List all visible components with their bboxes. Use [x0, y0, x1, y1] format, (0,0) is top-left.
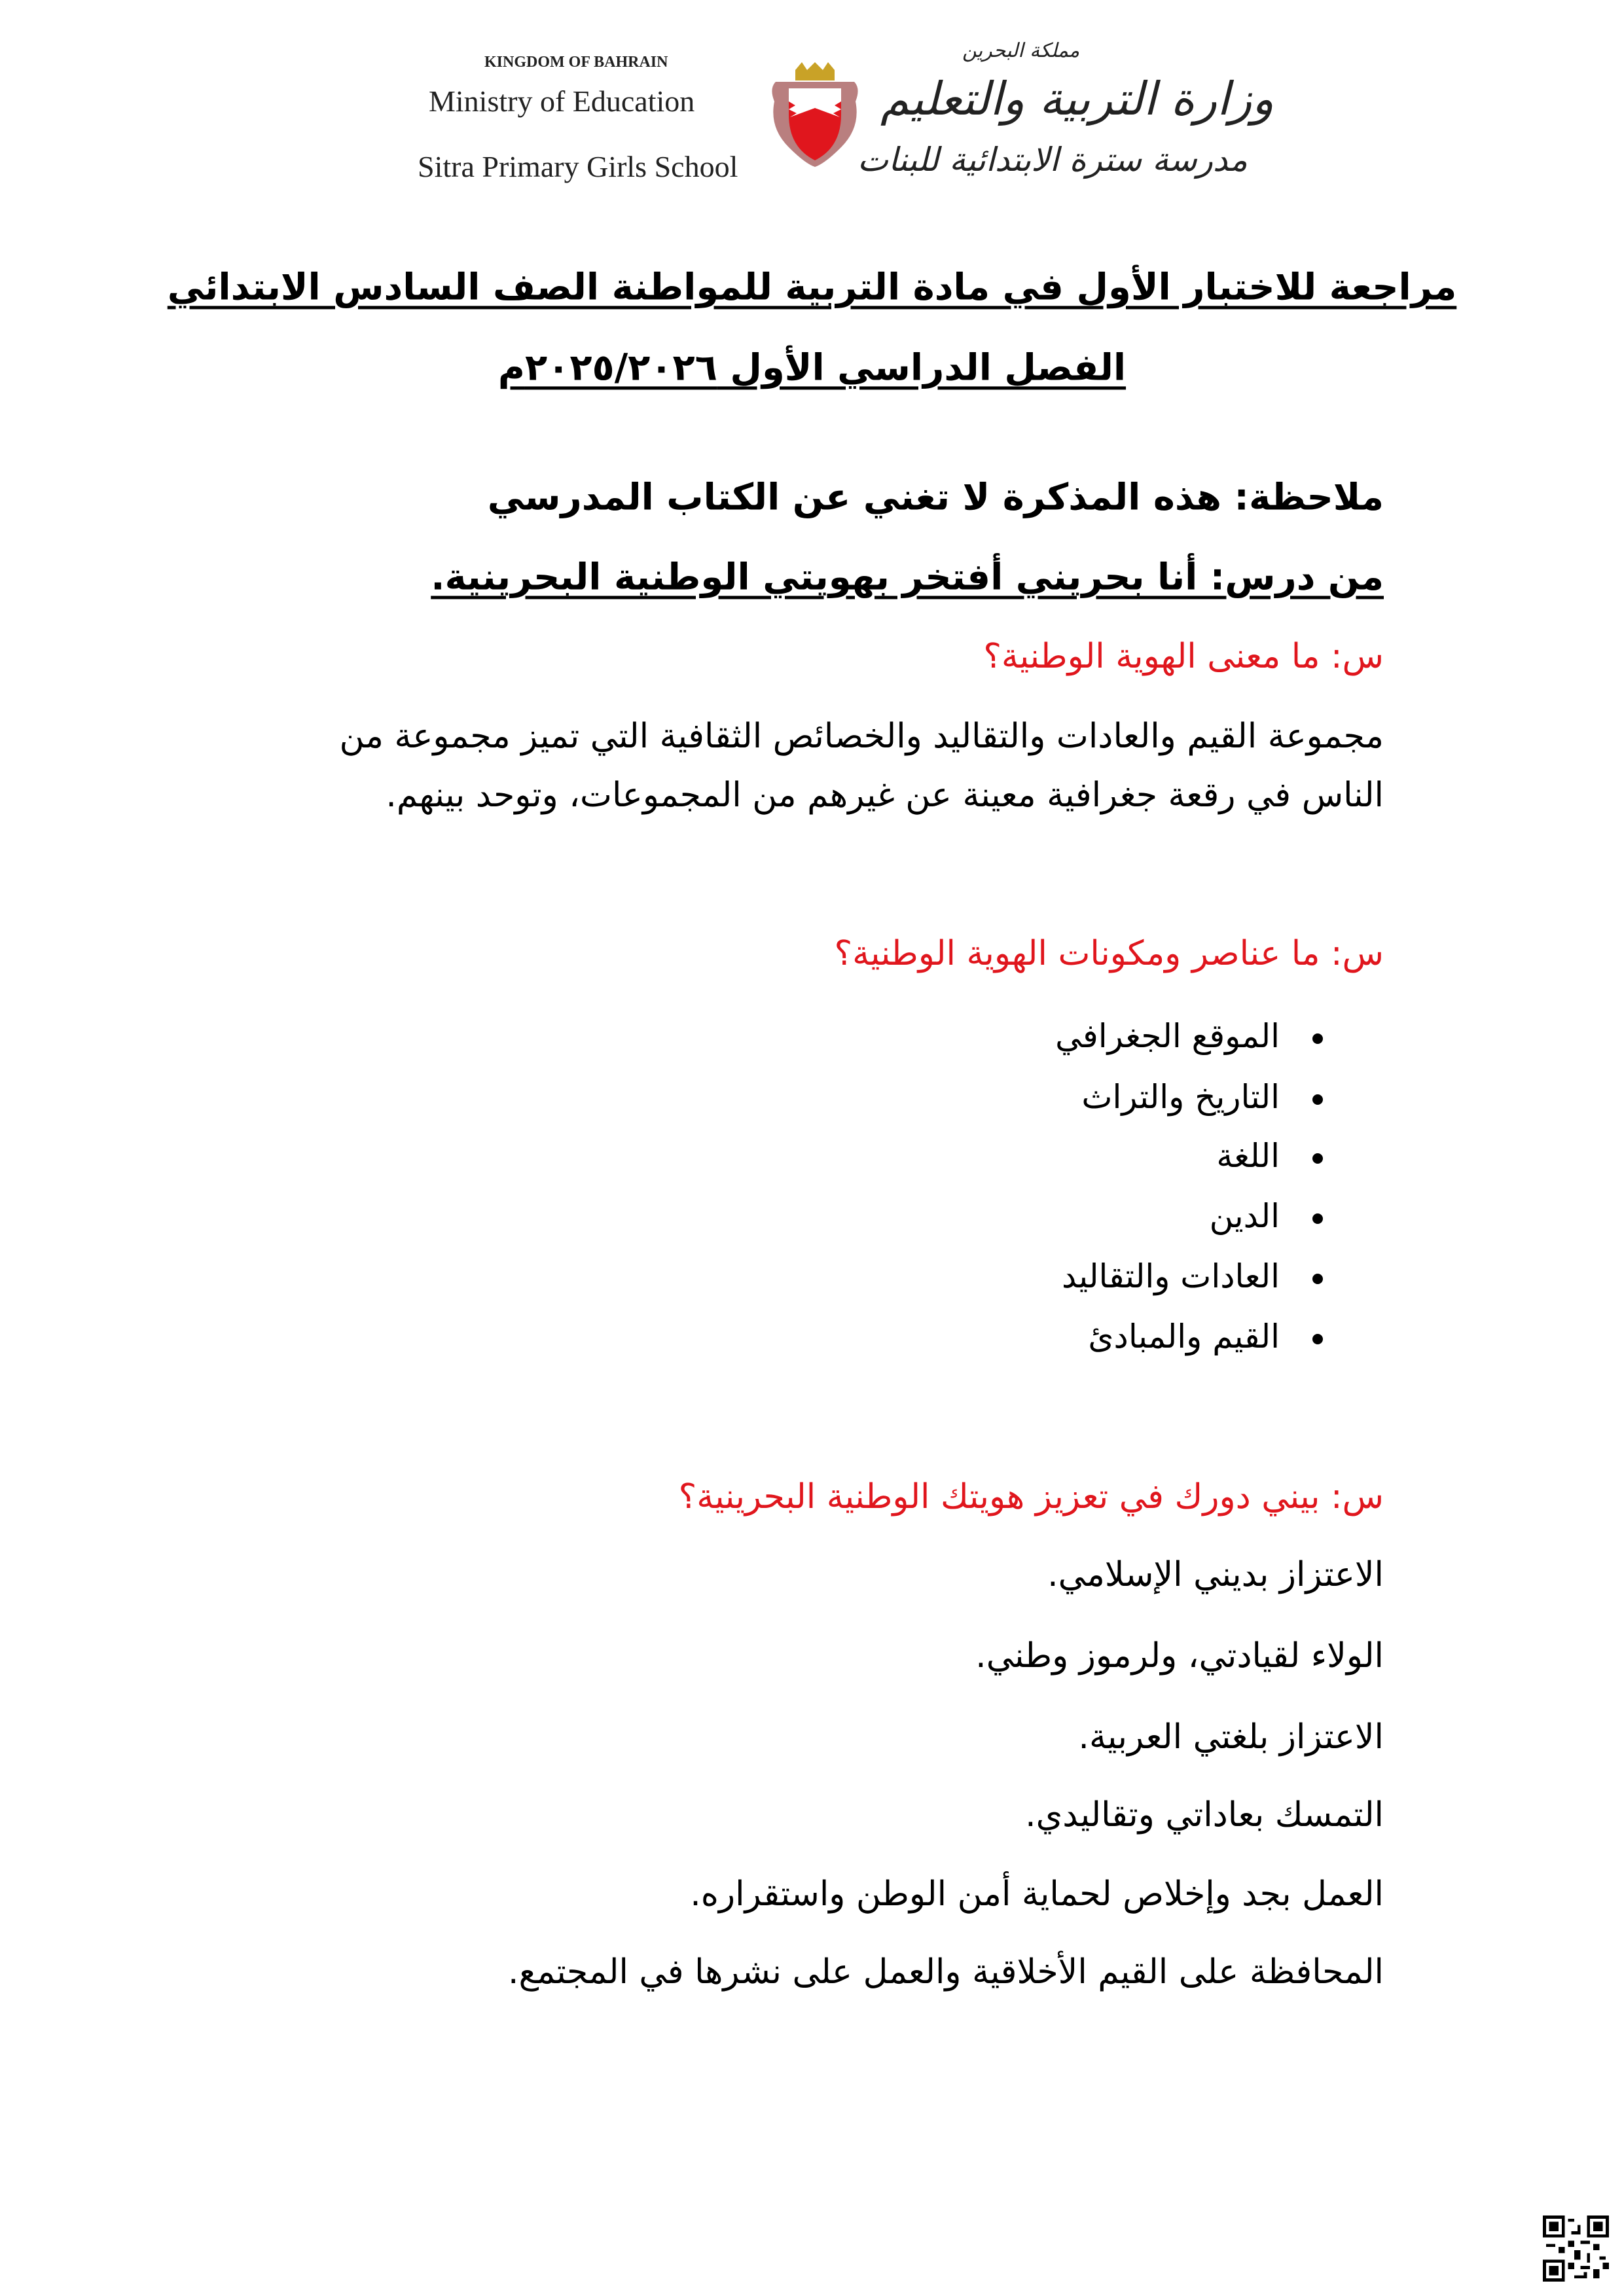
question-2: س: ما عناصر ومكونات الهوية الوطنية؟: [834, 933, 1384, 973]
bullet-icon: [1312, 1033, 1323, 1044]
answer-3-line: العمل بجد وإخلاص لحماية أمن الوطن واستقراره.: [690, 1874, 1384, 1914]
question-3: س: بيني دورك في تعزيز هويتك الوطنية البحرينية؟: [678, 1477, 1384, 1516]
question-1: س: ما معنى الهوية الوطنية؟: [983, 636, 1384, 676]
list-item-text: التاريخ والتراث: [1081, 1078, 1280, 1116]
list-item: [1088, 1318, 1323, 1355]
answer-3-line: الاعتزاز بديني الإسلامي.: [1047, 1554, 1384, 1594]
list-item: [1216, 1137, 1323, 1175]
bullet-icon: [1312, 1094, 1323, 1105]
list-item-text: اللغة: [1216, 1137, 1280, 1175]
answer-3-line: التمسك بعاداتي وتقاليدي.: [1025, 1795, 1384, 1835]
bahrain-emblem-icon: [769, 62, 861, 167]
ministry-en: Ministry of Education: [429, 84, 695, 118]
ministry-ar: وزارة التربية والتعليم: [880, 72, 1274, 126]
school-ar: مدرسة سترة الابتدائية للبنات: [857, 141, 1248, 179]
kingdom-ar: مملكة البحرين: [962, 39, 1080, 62]
list-item-text: الدين: [1209, 1197, 1280, 1235]
page-subtitle: الفصل الدراسي الأول ٢٠٢٥/٢٠٢٦م: [497, 346, 1127, 389]
list-item: [1062, 1257, 1323, 1295]
list-item-text: الموقع الجغرافي: [1055, 1017, 1280, 1055]
lesson-title: من درس: أنا بحريني أفتخر بهويتي الوطنية البحرينية.: [431, 556, 1384, 599]
answer-3-line: الاعتزاز بلغتي العربية.: [1078, 1717, 1384, 1757]
answer-3-line: المحافظة على القيم الأخلاقية والعمل على نشرها في المجتمع.: [508, 1952, 1384, 1992]
note: ملاحظة: هذه المذكرة لا تغني عن الكتاب المدرسي: [487, 476, 1384, 519]
school-en: Sitra Primary Girls School: [418, 150, 738, 183]
answer-3-line: الولاء لقيادتي، ولرموز وطني.: [975, 1636, 1384, 1676]
page-title: مراجعة للاختبار الأول في مادة التربية للمواطنة الصف السادس الابتدائي: [167, 266, 1457, 309]
bullet-icon: [1312, 1153, 1323, 1164]
list-item: [1210, 1197, 1323, 1235]
list-item-text: العادات والتقاليد: [1061, 1257, 1280, 1295]
bullet-icon: [1312, 1213, 1323, 1224]
list-item: [1081, 1078, 1323, 1116]
list-item: [1055, 1017, 1323, 1055]
qr-code-icon: [1543, 2215, 1609, 2282]
answer-1-line: مجموعة القيم والعادات والتقاليد والخصائص الثقافية التي تميز مجموعة من: [339, 716, 1384, 756]
kingdom-en: KINGDOM OF BAHRAIN: [484, 54, 668, 71]
answer-1-line: الناس في رقعة جغرافية معينة عن غيرهم من المجموعات، وتوحد بينهم.: [386, 775, 1384, 815]
bullet-icon: [1312, 1274, 1323, 1284]
bullet-icon: [1312, 1334, 1323, 1344]
list-item-text: القيم والمبادئ: [1088, 1318, 1280, 1355]
